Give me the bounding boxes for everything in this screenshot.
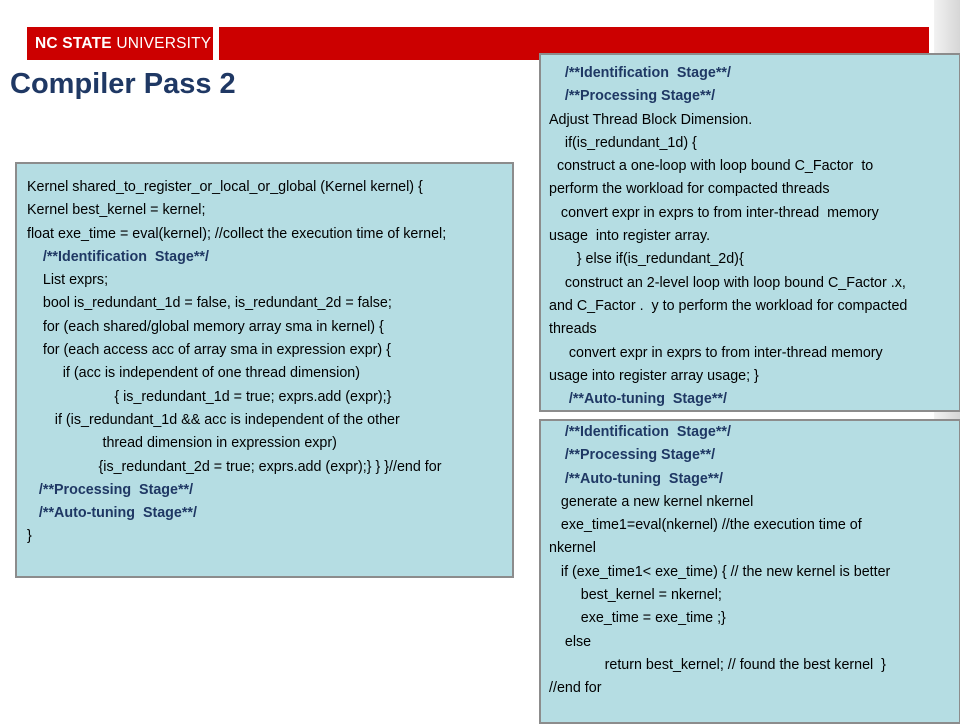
code-line: /**Identification Stage**/	[549, 424, 731, 440]
code-line: threads	[549, 321, 597, 338]
code-line: /**Identification Stage**/	[549, 65, 731, 81]
code-line: generate a new kernel nkernel	[549, 493, 754, 510]
code-line: thread dimension in expression expr)	[27, 435, 337, 452]
code-line: {is_redundant_2d = true; exprs.add (expr);} } }//end for	[27, 458, 442, 475]
code-line: /**Processing Stage**/	[27, 481, 194, 498]
code-line: construct a one-loop with loop bound C_Factor to	[549, 158, 874, 175]
right-bottom-code-box	[539, 419, 960, 724]
code-line: return best_kernel; // found the best kernel }	[549, 656, 886, 673]
code-line: } else if(is_redundant_2d){	[549, 251, 744, 268]
code-line: nkernel	[549, 540, 596, 557]
code-line: /**Auto-tuning Stage**/	[27, 505, 197, 522]
code-line: Adjust Thread Block Dimension.	[549, 111, 753, 128]
code-line: if (is_redundant_1d && acc is independent of the other	[27, 411, 400, 428]
code-line: construct an 2-level loop with loop bound C_Factor .x,	[549, 274, 906, 291]
code-line: perform the workload for compacted threads	[549, 181, 830, 198]
code-line: convert expr in exprs to from inter-thread memory	[549, 344, 883, 361]
code-line: exe_time1=eval(nkernel) //the execution time of	[549, 517, 862, 534]
code-line: List exprs;	[27, 272, 109, 289]
code-line: best_kernel = nkernel;	[549, 587, 722, 604]
code-line: Kernel shared_to_register_or_local_or_global (Kernel kernel) {	[27, 179, 423, 195]
code-line: usage into register array usage; }	[549, 367, 759, 384]
logo-thin-text: UNIVERSITY	[111, 35, 212, 52]
code-line: if (acc is independent of one thread dimension)	[27, 365, 360, 382]
logo-bold-text: NC STATE	[35, 35, 112, 52]
code-line: /**Processing Stage**/	[549, 88, 716, 105]
code-line: Kernel best_kernel = kernel;	[27, 202, 206, 219]
code-line: exe_time = exe_time ;}	[549, 610, 726, 627]
right-top-code-box	[539, 53, 960, 412]
code-line: }	[27, 528, 32, 545]
code-line: usage into register array.	[549, 228, 711, 245]
code-line: /**Processing Stage**/	[549, 447, 716, 464]
code-line: /**Auto-tuning Stage**/	[549, 470, 723, 487]
code-line: for (each access acc of array sma in expression expr) {	[27, 342, 391, 359]
code-line: and C_Factor . y to perform the workload for compacted	[549, 297, 908, 314]
code-line: else	[549, 633, 592, 650]
main-code-box	[15, 162, 514, 578]
slide-title: Compiler Pass 2	[10, 68, 236, 100]
code-line: { is_redundant_1d = true; exprs.add (expr);}	[27, 388, 392, 405]
code-line: /**Auto-tuning Stage**/	[549, 391, 727, 408]
code-line: float exe_time = eval(kernel); //collect the execution time of kernel;	[27, 225, 447, 242]
code-line: /**Identification Stage**/	[27, 248, 209, 265]
university-logo	[27, 27, 219, 60]
code-line: convert expr in exprs to from inter-thread memory	[549, 204, 879, 221]
code-line: if (exe_time1< exe_time) { // the new kernel is better	[549, 563, 891, 580]
code-line: for (each shared/global memory array sma in kernel) {	[27, 318, 384, 335]
code-line: if(is_redundant_1d) {	[549, 134, 697, 151]
code-line: //end for	[549, 680, 602, 697]
code-line: bool is_redundant_1d = false, is_redundant_2d = false;	[27, 295, 392, 312]
